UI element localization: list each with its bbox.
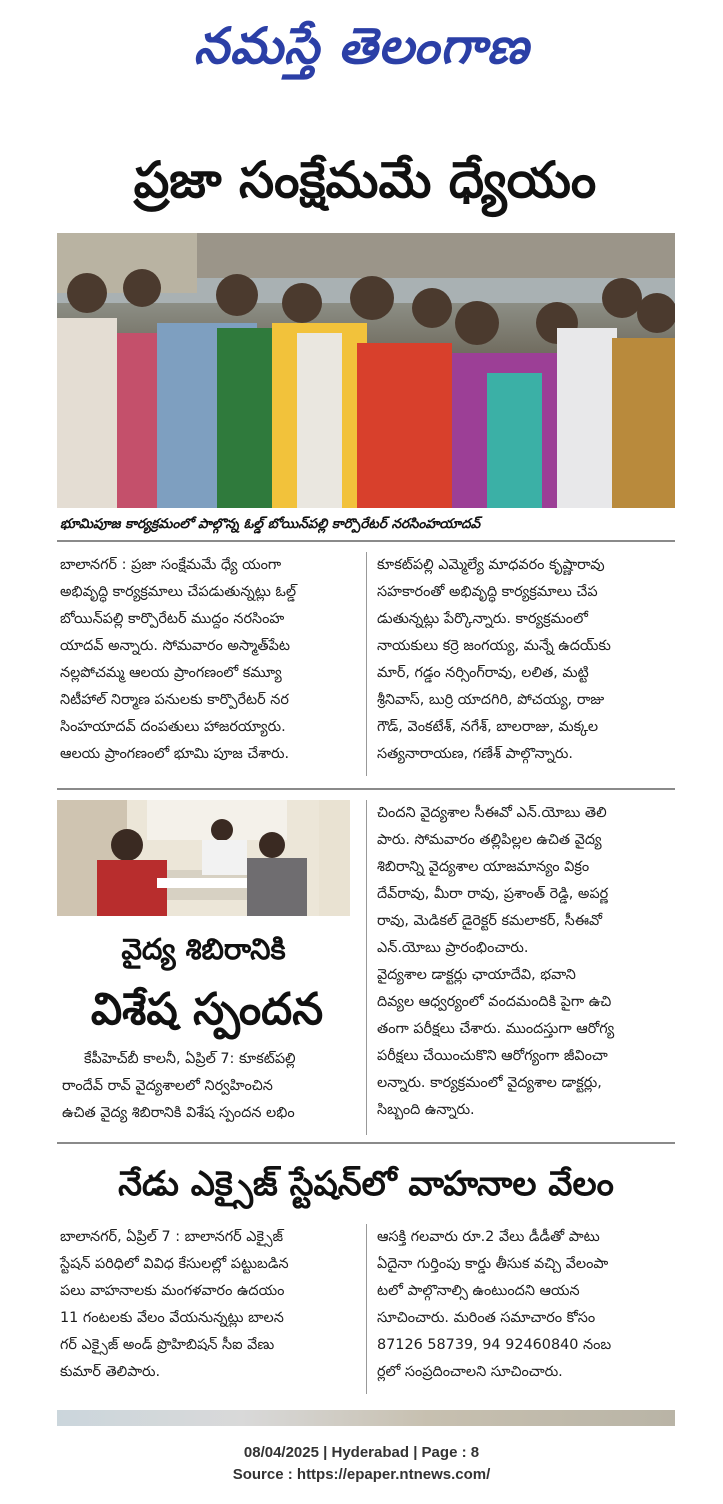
footer-date-line: 08/04/2025 | Hyderabad | Page : 8 [243, 1444, 480, 1461]
text-line: తంగా పరీక్షలు చేశారు. ముందస్తుగా ఆరోగ్య [377, 1021, 615, 1037]
text-line: డుతున్నట్లు పేర్కొన్నారు. కార్యక్రమంలో [377, 611, 588, 627]
column-divider [366, 552, 367, 776]
story2-photo [57, 800, 350, 916]
text-line: సింహయాదవ్ దంపతులు హాజరయ్యారు. [60, 719, 286, 735]
story2-column-2 [377, 800, 675, 1124]
text-line: శిబిరాన్ని వైద్యశాల యాజమాన్యం విక్రం [377, 859, 590, 875]
story1-caption: భూమిపూజ కార్యక్రమంలో పాల్గొన్న ఓల్డ్ బోయిన్‌పల్లి కార్పొరేటర్ నరసింహయాదవ్ [60, 516, 481, 532]
story3-headline: నేడు ఎక్సైజ్ స్టేషన్‌లో వాహనాల వేలం [118, 1164, 614, 1204]
story3-column-2 [377, 1224, 675, 1386]
text-line: బాలానగర్ : ప్రజా సంక్షేమమే ధ్యే యంగా [60, 557, 282, 573]
text-line: గౌడ్, వెంకటేశ్, నగేశ్, బాలరాజు, మక్కల [377, 719, 599, 735]
text-line: రావు, మెడికల్ డైరెక్టర్ కమలాకర్, సీఈవో [377, 913, 603, 929]
text-line: సిబ్బంది ఉన్నారు. [377, 1102, 475, 1118]
text-line: కుమార్ తెలిపారు. [60, 1364, 161, 1380]
text-line: 87126 58739, 94 92460840 నంబ [377, 1337, 612, 1353]
text-line: నిటీహాల్ నిర్మాణ పనులకు కార్పొరేటర్ నర [60, 692, 289, 708]
text-line: గర్ ఎక్సైజ్ అండ్ ప్రొహిబిషన్ సీఐ వేణు [60, 1337, 275, 1353]
text-line: ర్లలో సంప్రదించాలని సూచించారు. [377, 1364, 563, 1380]
divider [57, 540, 675, 542]
footer-source-line: Source : https://epaper.ntnews.com/ [232, 1466, 491, 1483]
text-line: బోయిన్‌పల్లి కార్పొరేటర్ ముద్దం నరసింహ [60, 611, 285, 627]
story3-column-1 [60, 1224, 356, 1386]
text-line: సహకారంతో అభివృద్ధి కార్యక్రమాలు చేప [377, 584, 598, 600]
masthead-title: నమస్తే తెలంగాణ [193, 16, 530, 75]
text-line: నల్లపోచమ్మ ఆలయ ప్రాంగణంలో కమ్యూ [60, 665, 282, 681]
story1-column-2 [377, 552, 675, 768]
text-line: దివ్యల ఆధ్వర్యంలో వందమందికి పైగా ఉచి [377, 994, 612, 1010]
text-line: కేపీహెచ్‌బీ కాలనీ, ఏప్రిల్ 7: కూకట్‌పల్లి [84, 1051, 296, 1067]
text-line: శ్రీనివాస్, బుర్రి యాదగిరి, పోచయ్య, రాజు [377, 692, 605, 708]
text-line: ఆలయ ప్రాంగణంలో భూమి పూజ చేశారు. [60, 746, 290, 762]
text-line: వైద్యశాల డాక్టర్లు ఛాయాదేవి, భవాని [377, 967, 576, 983]
text-line: పలు వాహనాలకు మంగళవారం ఉదయం [60, 1283, 285, 1299]
story2-headline-line2: విశేష స్పందన [90, 984, 324, 1035]
text-line: ఎన్.యోబు ప్రారంభించారు. [377, 940, 529, 956]
text-line: పారు. సోమవారం తల్లిపిల్లల ఉచిత వైద్య [377, 832, 602, 848]
text-line: బాలానగర్, ఏప్రిల్ 7 : బాలానగర్ ఎక్సైజ్ [60, 1229, 284, 1245]
text-line: చిందని వైద్యశాల సీఈవో ఎన్.యోబు తెలి [377, 805, 607, 821]
story1-photo [57, 233, 675, 508]
divider [57, 788, 675, 790]
story1-headline: ప్రజా సంక్షేమమే ధ్యేయం [133, 151, 597, 209]
text-line: ఆసక్తి గలవారు రూ.2 వేలు డీడీతో పాటు [377, 1229, 600, 1245]
text-line: అభివృద్ధి కార్యక్రమాలు చేపడుతున్నట్లు ఓల్డ్ [60, 584, 297, 600]
text-line: స్టేషన్ పరిధిలో వివిధ కేసులల్లో పట్టుబడిన [60, 1256, 289, 1272]
story2-headline-line1: వైద్య శిబిరానికి [121, 932, 286, 966]
text-line: ఉచిత వైద్య శిబిరానికి విశేష స్పందన లభిం [62, 1105, 295, 1121]
divider [57, 1142, 675, 1144]
text-line: కూకట్‌పల్లి ఎమ్మెల్యే మాధవరం కృష్ణారావు [377, 557, 605, 573]
column-divider [366, 1224, 367, 1394]
text-line: నాయకులు కర్రె జంగయ్య, మన్నే ఉదయ్‌కు [377, 638, 611, 654]
story2-column-1 [62, 1046, 358, 1127]
column-divider [366, 800, 367, 1135]
text-line: రాందేవ్ రావ్ వైద్యశాలలో నిర్వహించిన [62, 1078, 273, 1094]
story1-column-1 [60, 552, 356, 768]
text-line: సూచించారు. మరింత సమాచారం కోసం [377, 1310, 596, 1326]
text-line: ఏదైనా గుర్తింపు కార్డు తీసుక వచ్చి వేలంపా [377, 1256, 609, 1272]
text-line: యాదవ్ అన్నారు. సోమవారం అస్మాత్‌పేట [60, 638, 290, 654]
text-line: పరీక్షలు చేయించుకొని ఆరోగ్యంగా జీవించా [377, 1048, 608, 1064]
text-line: సత్యనారాయణ, గణేశ్ పాల్గొన్నారు. [377, 746, 573, 762]
text-line: 11 గంటలకు వేలం వేయనున్నట్లు బాలన [60, 1310, 284, 1326]
text-line: దేవ్‌రావు, మీరా రావు, ప్రశాంత్ రెడ్డి, అపర్ణ [377, 886, 609, 902]
text-line: టలో పాల్గొనాల్సి ఉంటుందని ఆయన [377, 1283, 580, 1299]
next-article-photo-strip [57, 1410, 675, 1426]
text-line: లన్నారు. కార్యక్రమంలో వైద్యశాల డాక్టర్లు, [377, 1075, 602, 1091]
text-line: మార్, గడ్డం నర్సింగ్‌రావు, లలిత, మట్టి [377, 665, 589, 681]
